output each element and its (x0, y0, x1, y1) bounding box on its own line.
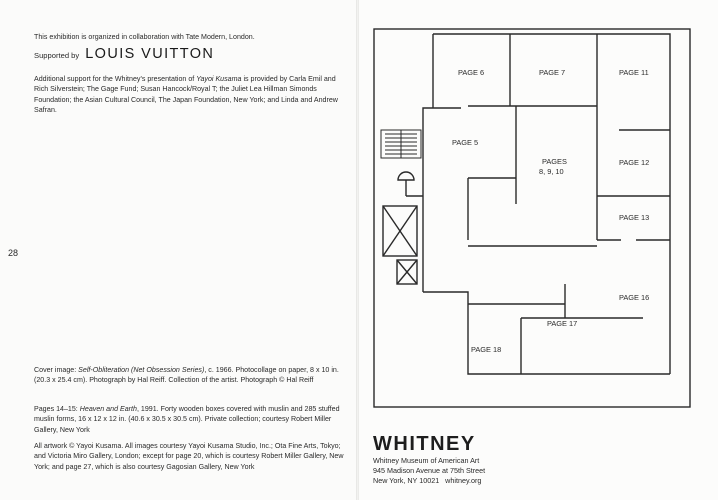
pages-suffix: , 1991. Forty wooden boxes covered with muslin and 285 stuffed muslin forms, 16 x 12 x 12 in. (40.6 x 30.5 x 30.5 cm). Private collection; courtesy Robert Miller Gallery, New York (34, 405, 340, 434)
room-label-pages-line1: PAGES (542, 157, 567, 166)
cover-suffix: , c. 1966. Photocollage on paper, 8 x 10 in. (20.3 x 25.4 cm). Photograph by Hal Reiff. Collection of the artist. Photograph © Hal Reiff (34, 366, 339, 385)
room-label-page-12: PAGE 12 (619, 158, 650, 167)
room-label-page-16: PAGE 16 (619, 293, 650, 302)
room-label-page-6: PAGE 6 (458, 68, 485, 77)
left-page (0, 0, 357, 500)
pages-prefix: Pages 14–15: (34, 405, 80, 413)
artwork-credit: All artwork © Yayoi Kusama. All images courtesy Yayoi Kusama Studio, Inc.; Ota Fine Arts, Tokyo; and Victoria Miro Gallery, London; except for page 20, which is courtesy Robert Miller Gallery, New York; and page 27, which is also courtesy Gagosian Gallery, New York (34, 442, 344, 471)
intro-text: This exhibition is organized in collaboration with Tate Modern, London. (34, 33, 255, 41)
additional-support-text (34, 74, 344, 115)
room-label-page-18: PAGE 18 (471, 345, 502, 354)
room-label-page-17: PAGE 17 (547, 319, 578, 328)
support-exhibition-title: Yayoi Kusama (196, 75, 242, 83)
room-label-page-11: PAGE 11 (619, 68, 649, 77)
floor-plan-svg (373, 28, 693, 410)
page-number: 28 (8, 248, 19, 258)
cover-title: Self-Obliteration (Net Obsession Series) (78, 366, 205, 374)
museum-city-web: New York, NY 10021 whitney.org (373, 475, 482, 485)
cover-credit (34, 365, 344, 386)
support-prefix: Additional support for the Whitney's presentation of (34, 75, 197, 83)
pages-title: Heaven and Earth (79, 405, 137, 413)
museum-address: 945 Madison Avenue at 75th Street (373, 465, 486, 475)
left-stair-wall (423, 108, 433, 292)
museum-address-block (373, 456, 573, 485)
support-suffix: is provided by Carla Emil and Rich Silverstein; The Gage Fund; Susan Hancock/Royal T; the Juliet Lea Hillman Simonds Foundation; the Asian Cultural Council, The Japan Foundation, New York; and Linda and Andrew Safran. (34, 75, 338, 114)
stairs (381, 130, 421, 158)
door-arc (398, 172, 414, 180)
sponsor-line (34, 46, 344, 62)
museum-name: Whitney Museum of American Art (373, 456, 480, 465)
gallery-floor-plan (373, 28, 693, 415)
supported-by-label: Supported by (34, 51, 80, 60)
sponsor-logo: LOUIS VUITTON (85, 46, 215, 62)
room-label-page-13: PAGE 13 (619, 213, 650, 222)
room-label-pages-line2: 8, 9, 10 (539, 167, 564, 176)
room-label-page-7: PAGE 7 (539, 68, 566, 77)
whitney-logo-text: WHITNEY (373, 433, 476, 453)
pages-14-15-credit (34, 404, 344, 435)
cover-prefix: Cover image: (34, 366, 79, 374)
whitney-logo (373, 433, 505, 453)
room-label-page-5: PAGE 5 (452, 138, 479, 147)
